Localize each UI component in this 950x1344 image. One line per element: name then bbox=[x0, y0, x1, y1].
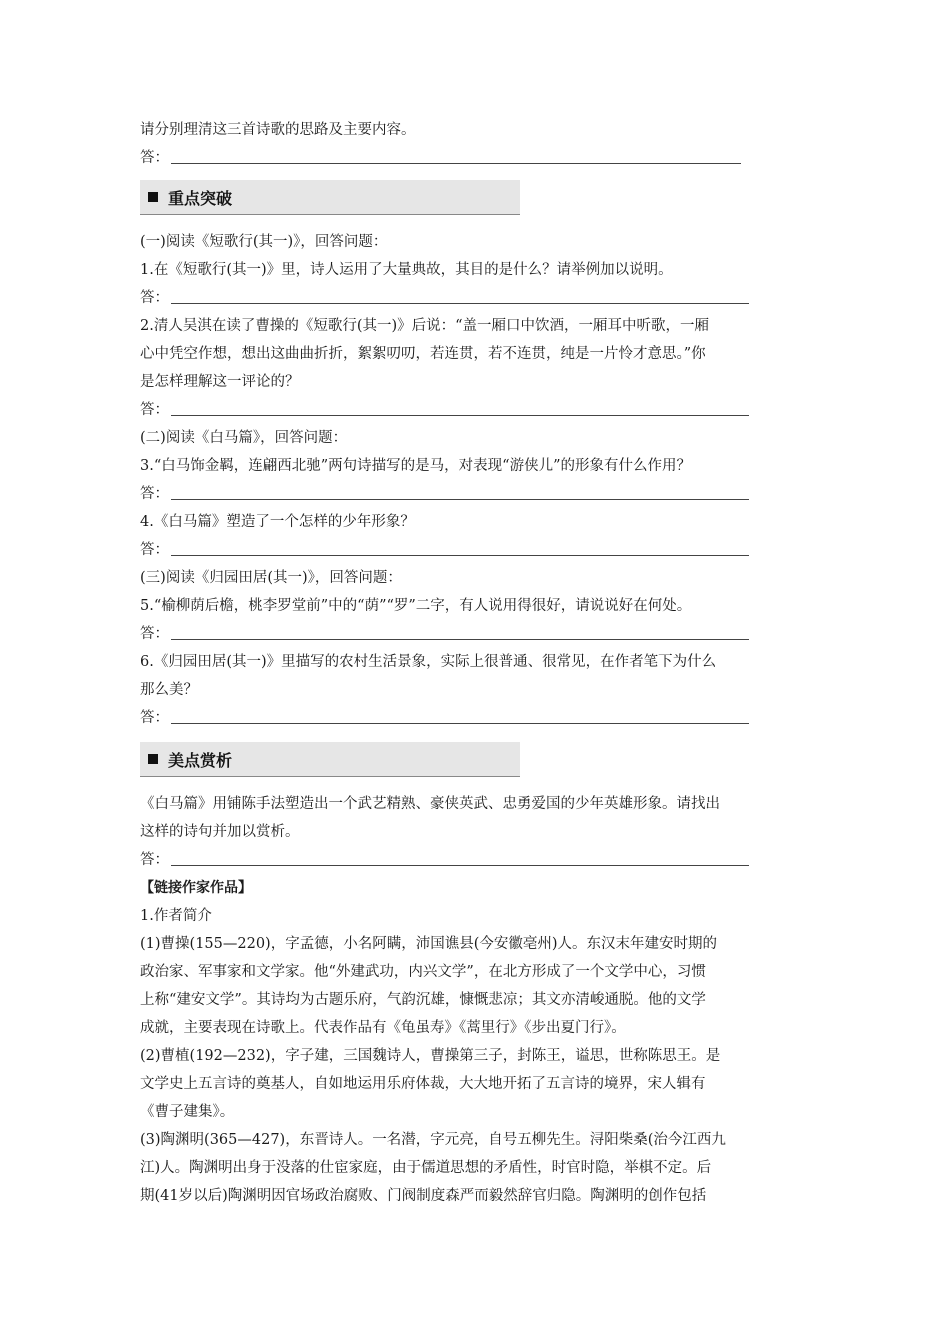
answer-label: 答： bbox=[140, 710, 169, 726]
section-title: 重点突破 bbox=[168, 188, 233, 208]
author-bio-cao-cao bbox=[140, 930, 749, 1042]
bio-line: (2)曹植(192—232)，字子建，三国魏诗人，曹操第三子，封陈王，谥思，世称陈思王。是 bbox=[140, 1048, 721, 1064]
answer-blank[interactable] bbox=[171, 555, 749, 556]
question-line: 是怎样理解这一评论的？ bbox=[140, 374, 300, 390]
bio-line: (1)曹操(155—220)，字孟德，小名阿瞒，沛国谯县(今安徽亳州)人。东汉末年建安时期的 bbox=[140, 936, 718, 952]
answer-blank[interactable] bbox=[171, 303, 749, 304]
answer-blank[interactable] bbox=[171, 499, 749, 500]
answer-label: 答： bbox=[140, 290, 169, 306]
bio-line: 《曹子建集》。 bbox=[140, 1104, 235, 1120]
bio-line: 成就，主要表现在诗歌上。代表作品有《龟虽寿》《蒿里行》《步出夏门行》。 bbox=[140, 1020, 626, 1036]
answer-row bbox=[140, 284, 749, 312]
question-1: 1.在《短歌行(其一)》里，诗人运用了大量典故，其目的是什么？请举例加以说明。 bbox=[140, 262, 673, 278]
answer-blank[interactable] bbox=[171, 415, 749, 416]
answer-row bbox=[140, 396, 749, 424]
answer-row bbox=[140, 536, 749, 564]
part-heading: (二)阅读《白马篇》，回答问题： bbox=[140, 430, 348, 446]
section-header-appreciation bbox=[140, 742, 520, 777]
question-5: 5.“榆柳荫后檐，桃李罗堂前”中的“荫”“罗”二字，有人说用得很好，请说说好在何处。 bbox=[140, 598, 692, 614]
answer-label: 答： bbox=[140, 486, 169, 502]
question-line: 这样的诗句并加以赏析。 bbox=[140, 824, 300, 840]
question-line: 6.《归园田居(其一)》里描写的农村生活景象，实际上很普通、很常见，在作者笔下为什么 bbox=[140, 654, 717, 670]
bio-line: 期(41岁以后)陶渊明因官场政治腐败、门阀制度森严而毅然辞官归隐。陶渊明的创作包括 bbox=[140, 1188, 707, 1204]
question-line: 《白马篇》用铺陈手法塑造出一个武艺精熟、豪侠英武、忠勇爱国的少年英雄形象。请找出 bbox=[140, 796, 720, 812]
answer-row bbox=[140, 704, 749, 732]
answer-label: 答： bbox=[140, 150, 169, 166]
answer-row bbox=[140, 620, 749, 648]
part-heading: (三)阅读《归园田居(其一)》，回答问题： bbox=[140, 570, 402, 586]
question-6 bbox=[140, 648, 749, 704]
answer-row bbox=[140, 480, 749, 508]
question-4: 4.《白马篇》塑造了一个怎样的少年形象？ bbox=[140, 514, 415, 530]
question-line: 2.清人吴淇在读了曹操的《短歌行(其一)》后说：“盖一厢口中饮酒，一厢耳中听歌，一厢 bbox=[140, 318, 710, 334]
bio-line: 文学史上五言诗的奠基人，自如地运用乐府体裁，大大地开拓了五言诗的境界，宋人辑有 bbox=[140, 1076, 706, 1092]
links-subheading: 1.作者简介 bbox=[140, 908, 212, 924]
question-3: 3.“白马饰金羁，连翩西北驰”两句诗描写的是马，对表现“游侠儿”的形象有什么作用？ bbox=[140, 458, 691, 474]
question-line: 心中凭空作想，想出这曲曲折折，絮絮叨叨，若连贯，若不连贯，纯是一片怜才意思。”你 bbox=[140, 346, 706, 362]
section-title: 美点赏析 bbox=[168, 750, 233, 770]
bio-line: 江)人。陶渊明出身于没落的仕宦家庭，由于儒道思想的矛盾性，时官时隐，举棋不定。后 bbox=[140, 1160, 712, 1176]
part-heading: (一)阅读《短歌行(其一)》，回答问题： bbox=[140, 234, 388, 250]
answer-blank[interactable] bbox=[171, 865, 749, 866]
answer-blank[interactable] bbox=[171, 639, 749, 640]
answer-blank[interactable] bbox=[171, 163, 741, 164]
intro-question: 请分别理清这三首诗歌的思路及主要内容。 bbox=[140, 122, 416, 138]
answer-label: 答： bbox=[140, 626, 169, 642]
bio-line: 政治家、军事家和文学家。他“外建武功，内兴文学”，在北方形成了一个文学中心，习惯 bbox=[140, 964, 706, 980]
answer-row bbox=[140, 846, 749, 874]
question-line: 那么美？ bbox=[140, 682, 198, 698]
links-heading: 【链接作家作品】 bbox=[140, 880, 252, 896]
answer-label: 答： bbox=[140, 542, 169, 558]
section-header-key-points bbox=[140, 180, 520, 215]
answer-blank[interactable] bbox=[171, 723, 749, 724]
answer-label: 答： bbox=[140, 852, 169, 868]
author-bio-cao-zhi bbox=[140, 1042, 749, 1126]
answer-row bbox=[140, 144, 741, 172]
answer-label: 答： bbox=[140, 402, 169, 418]
author-bio-tao-yuanming bbox=[140, 1126, 749, 1210]
square-bullet-icon bbox=[148, 192, 158, 202]
appreciation-question bbox=[140, 790, 749, 846]
bio-line: (3)陶渊明(365—427)，东晋诗人。一名潜，字元亮，自号五柳先生。浔阳柴桑(治今江西九 bbox=[140, 1132, 726, 1148]
question-2 bbox=[140, 312, 749, 396]
bio-line: 上称“建安文学”。其诗均为古题乐府，气韵沉雄，慷慨悲凉；其文亦清峻通脱。他的文学 bbox=[140, 992, 706, 1008]
square-bullet-icon bbox=[148, 754, 158, 764]
